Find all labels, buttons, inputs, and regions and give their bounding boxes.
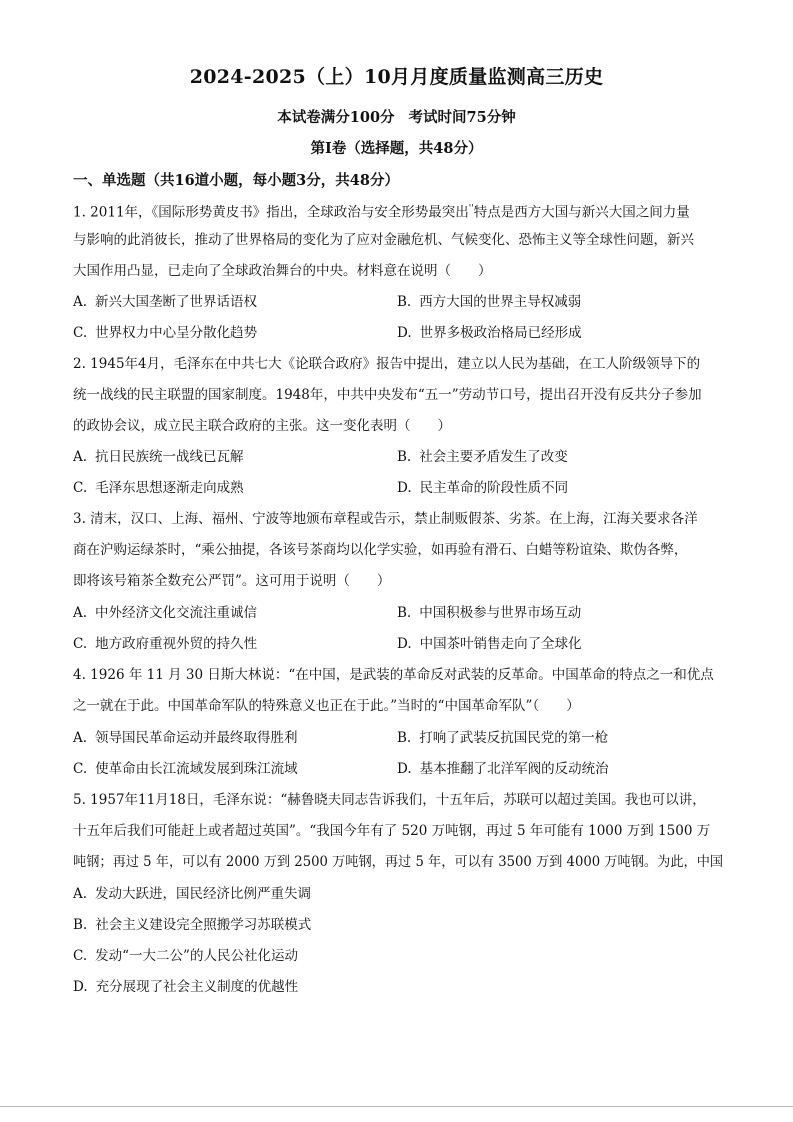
- question-line: 5. 1957年11月18日，毛泽东说：“赫鲁晓夫同志告诉我们，十五年后，苏联可以超过美国。我也可以讲，: [73, 792, 706, 808]
- question-3-option-b: B. 中国积极参与世界市场互动: [397, 605, 582, 621]
- question-line: 的政协会议，成立民主联合政府的主张。这一变化表明（ ）: [73, 418, 451, 434]
- question-line: 之一就在于此。中国革命军队的特殊意义也正在于此。”当时的“中国革命军队”（ ）: [73, 698, 580, 714]
- footer-divider: [0, 1106, 793, 1107]
- question-2-option-c: C. 毛泽东思想逐渐走向成熟: [73, 480, 244, 496]
- question-line: 商在沪购运绿茶时，“乘公抽提，各该号茶商均以化学实验，如再验有滑石、白蜡等粉谊染、欺伪各弊，: [73, 542, 688, 558]
- question-4-option-c: C. 使革命由长江流域发展到珠江流域: [73, 761, 298, 777]
- question-4-stem: [73, 660, 723, 722]
- question-3-option-d: D. 中国茶叶销售走向了全球化: [397, 636, 582, 652]
- question-line: 1. 2011年，《国际形势黄皮书》指出，全球政治与安全形势最突出''特点是西方大国与新兴大国之间力量: [73, 204, 690, 221]
- question-line: 4. 1926 年 11 月 30 日斯大林说：“在中国，是武装的革命反对武装的反革命。中国革命的特点之一和优点: [73, 667, 714, 683]
- section-heading: 一、单选题（共16道小题，每小题3分，共48分）: [73, 172, 399, 189]
- question-5-option-d: D. 充分展现了社会主义制度的优越性: [73, 979, 299, 995]
- exam-info: [0, 106, 793, 127]
- question-line: 十五年后我们可能赶上或者超过英国”。“我国今年有了 520 万吨钢，再过 5 年可能有 1000 万到 1500 万: [73, 823, 711, 839]
- question-1-option-b: B. 西方大国的世界主导权减弱: [397, 294, 582, 310]
- question-5-stem: [73, 785, 723, 878]
- question-4-option-d: D. 基本推翻了北洋军阀的反动统治: [397, 761, 609, 777]
- question-line: 吨钢；再过 5 年，可以有 2000 万到 2500 万吨钢，再过 5 年，可以有 3500 万到 4000 万吨钢。为此，中国: [73, 854, 724, 870]
- question-3-option-c: C. 地方政府重视外贸的持久性: [73, 636, 258, 652]
- question-1-option-a: A. 新兴大国垄断了世界话语权: [73, 294, 258, 310]
- question-1-option-d: D. 世界多极政治格局已经形成: [397, 325, 582, 341]
- exam-title: 2024-2025（上）10月月度质量监测高三历史: [189, 66, 604, 88]
- time-info: 考试时间75分钟: [408, 109, 516, 126]
- volume-heading: 第Ⅰ卷（选择题，共48分）: [310, 140, 483, 157]
- question-line: 大国作用凸显，已走向了全球政治舞台的中央。材料意在说明（ ）: [73, 263, 492, 279]
- question-line: 即将该号箱茶全数充公严罚”。这可用于说明（ ）: [73, 573, 391, 589]
- question-2-option-d: D. 民主革命的阶段性质不同: [397, 480, 569, 496]
- question-3-option-a: A. 中外经济文化交流注重诚信: [73, 605, 258, 621]
- question-2-option-a: A. 抗日民族统一战线已瓦解: [73, 449, 244, 465]
- question-4-option-a: A. 领导国民革命运动并最终取得胜利: [73, 730, 298, 746]
- question-5-option-b: B. 社会主义建设完全照搬学习苏联模式: [73, 917, 312, 933]
- question-1-option-c: C. 世界权力中心呈分散化趋势: [73, 325, 258, 341]
- question-2-option-b: B. 社会主要矛盾发生了改变: [397, 449, 568, 465]
- score-info: 本试卷满分100分: [277, 109, 395, 126]
- question-3-stem: [73, 504, 723, 597]
- question-4-option-b: B. 打响了武装反抗国民党的第一枪: [397, 730, 609, 746]
- question-2-stem: [73, 349, 723, 442]
- question-line: 2. 1945年4月，毛泽东在中共七大《论联合政府》报告中提出，建立以人民为基础，在工人阶级领导下的: [73, 356, 701, 372]
- question-1-stem: [73, 194, 723, 287]
- mark-icon: '': [468, 204, 474, 214]
- question-5-option-c: C. 发动“一大二公”的人民公社化运动: [73, 948, 298, 964]
- question-line: 统一战线的民主联盟的国家制度。1948年，中共中央发布“五一”劳动节口号，提出召开没有反共分子参加: [73, 387, 702, 403]
- question-line: 与影响的此消彼长，推动了世界格局的变化为了应对金融危机、气候变化、恐怖主义等全球性问题，新兴: [73, 232, 694, 248]
- question-line: 3. 清末，汉口、上海、福州、宁波等地颁布章程或告示，禁止制贩假茶、劣茶。在上海，江海关要求各洋: [73, 511, 698, 527]
- question-5-option-a: A. 发动大跃进，国民经济比例严重失调: [73, 886, 312, 902]
